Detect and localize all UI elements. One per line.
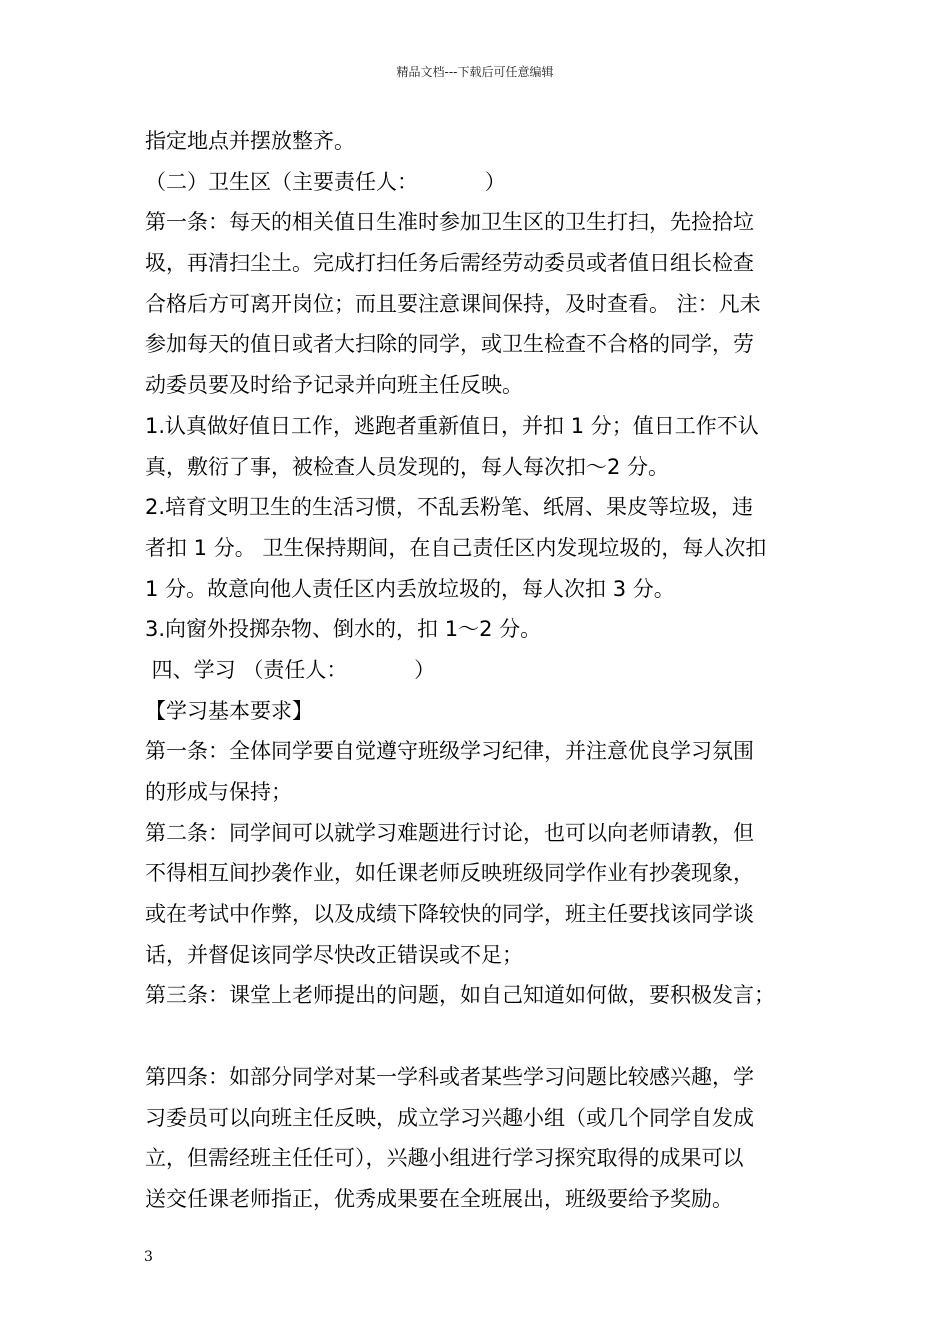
body-line: 第一条：全体同学要自觉遵守班级学习纪律，并注意优良学习氛围: [145, 739, 754, 764]
body-line: 指定地点并摆放整齐。: [145, 129, 355, 153]
body-line: 或在考试中作弊，以及成绩下降较快的同学，班主任要找该同学谈: [145, 902, 754, 927]
list-item-1: 1.认真做好值日工作，逃跑者重新值日，并扣 1 分；值日工作不认: [145, 413, 759, 438]
body-line: 送交任课老师指正，优秀成果要在全班展出，班级要给予奖励。: [145, 1186, 733, 1211]
body-line: 话，并督促该同学尽快改正错误或不足；: [145, 942, 523, 967]
page-header: 精品文档---下载后可任意编辑: [396, 65, 554, 79]
body-line: 动委员要及时给予记录并向班主任反映。: [145, 373, 523, 398]
body-line: 1 分。故意向他人责任区内丢放垃圾的，每人次扣 3 分。: [145, 576, 675, 601]
body-line: 合格后方可离开岗位；而且要注意课间保持，及时查看。 注：凡未: [145, 291, 761, 316]
body-line: 第四条：如部分同学对某一学科或者某些学习问题比较感兴趣，学: [145, 1064, 754, 1089]
subsection-heading: 【学习基本要求】: [145, 698, 313, 723]
body-line: 第二条：同学间可以就学习难题进行讨论，也可以向老师请教，但: [145, 820, 754, 845]
body-line: 习委员可以向班主任反映，成立学习兴趣小组（或几个同学自发成: [145, 1105, 754, 1130]
blank-line: [145, 1016, 825, 1057]
list-item-3: 3.向窗外投掷杂物、倒水的，扣 1～2 分。: [145, 617, 542, 642]
body-line: 参加每天的值日或者大扫除的同学，或卫生检查不合格的同学，劳: [145, 332, 754, 357]
body-line: 真，敷衍了事，被检查人员发现的，每人每次扣～2 分。: [145, 454, 670, 479]
body-line: 不得相互间抄袭作业，如任课老师反映班级同学作业有抄袭现象，: [145, 861, 754, 886]
body-line: 第一条：每天的相关值日生准时参加卫生区的卫生打扫，先捡拾垃: [145, 210, 754, 235]
body-line: 的形成与保持；: [145, 780, 292, 804]
body-line: 者扣 1 分。 卫生保持期间，在自己责任区内发现垃圾的，每人次扣: [145, 535, 767, 560]
list-item-2: 2.培育文明卫生的生活习惯，不乱丢粉笔、纸屑、果皮等垃圾，违: [145, 495, 754, 520]
body-line: 立，但需经班主任任可），兴趣小组进行学习探究取得的成果可以: [145, 1146, 744, 1171]
document-body: [145, 121, 825, 1220]
section-heading-study: 四、学习 （责任人： ）: [145, 657, 436, 682]
body-line: 第三条：课堂上老师提出的问题，如自己知道如何做，要积极发言；: [145, 983, 775, 1008]
page-number: 3: [144, 1249, 153, 1265]
section-heading-sanitation-area: （二）卫生区（主要责任人： ）: [145, 169, 506, 194]
body-line: 圾，再清扫尘土。完成打扫任务后需经劳动委员或者值日组长检查: [145, 251, 754, 276]
